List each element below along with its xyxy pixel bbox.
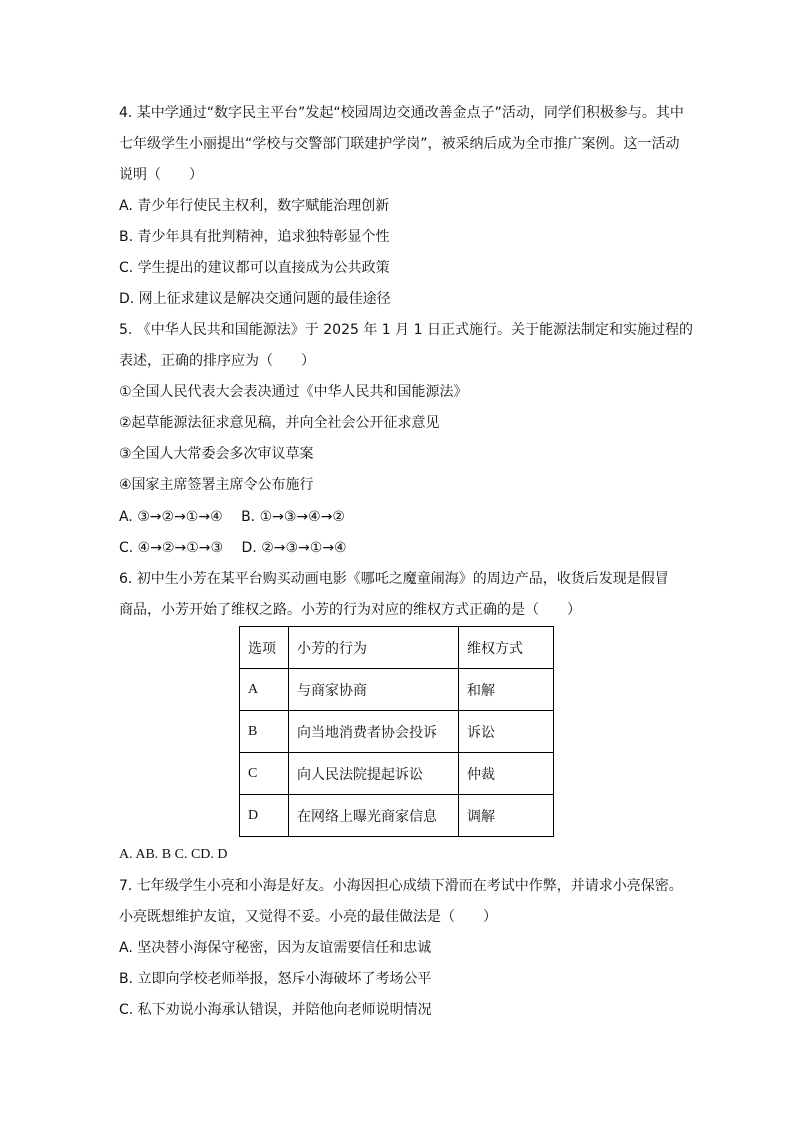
q4-stem-line-1: 4. 某中学通过“数字民主平台”发起“校园周边交通改善金点子”活动，同学们积极参与。其中 <box>119 105 684 121</box>
q4-option-d: D. 网上征求建议是解决交通问题的最佳途径 <box>119 291 391 307</box>
table-header-cell: 选项 <box>240 627 289 669</box>
table-header-cell: 小芳的行为 <box>289 627 459 669</box>
q6-stem-line-2: 商品，小芳开始了维权之路。小芳的行为对应的维权方式正确的是（ ） <box>119 602 581 618</box>
table-cell: 在网络上曝光商家信息 <box>289 795 459 837</box>
q6-answer-options: A. AB. B C. CD. D <box>119 847 228 862</box>
table-cell: A <box>240 669 289 711</box>
table-cell: B <box>240 711 289 753</box>
table-cell: 向人民法院提起诉讼 <box>289 753 459 795</box>
table-cell: 与商家协商 <box>289 669 459 711</box>
q4-stem-line-2: 七年级学生小丽提出“学校与交警部门联建护学岗”，被采纳后成为全市推广案例。这一活动 <box>119 136 680 152</box>
table-row <box>240 669 554 711</box>
q5-item-3: ③全国人大常委会多次审议草案 <box>119 446 314 462</box>
table-row <box>240 711 554 753</box>
table-cell: D <box>240 795 289 837</box>
q7-stem-line-1: 7. 七年级学生小亮和小海是好友。小海因担心成绩下滑而在考试中作弊，并请求小亮保密。 <box>119 878 683 894</box>
q5-item-2: ②起草能源法征求意见稿，并向全社会公开征求意见 <box>119 415 440 431</box>
table-cell: 和解 <box>459 669 554 711</box>
q5-stem-line-2: 表述，正确的排序应为（ ） <box>119 353 315 369</box>
q7-option-b: B. 立即向学校老师举报，怒斥小海破坏了考场公平 <box>119 971 432 987</box>
table-cell: 仲裁 <box>459 753 554 795</box>
q5-item-4: ④国家主席签署主席令公布施行 <box>119 477 314 493</box>
table-header-row <box>240 627 554 669</box>
table-row <box>240 753 554 795</box>
q7-stem-line-2: 小亮既想维护友谊，又觉得不妥。小亮的最佳做法是（ ） <box>119 909 497 925</box>
table-cell: 向当地消费者协会投诉 <box>289 711 459 753</box>
table-cell: 诉讼 <box>459 711 554 753</box>
q5-options-row-2: C. ④→②→①→③ D. ②→③→①→④ <box>119 540 347 556</box>
table-row <box>240 795 554 837</box>
table-header-cell: 维权方式 <box>459 627 554 669</box>
q7-option-a: A. 坚决替小海保守秘密，因为友谊需要信任和忠诚 <box>119 940 432 956</box>
table-cell: C <box>240 753 289 795</box>
q6-stem-line-1: 6. 初中生小芳在某平台购买动画电影《哪吒之魔童闹海》的周边产品，收货后发现是假冒 <box>119 571 669 587</box>
q4-option-c: C. 学生提出的建议都可以直接成为公共政策 <box>119 260 390 276</box>
q4-stem-line-3: 说明（ ） <box>119 167 203 183</box>
q5-stem-line-1: 5. 《中华人民共和国能源法》于 2025 年 1 月 1 日正式施行。关于能源法制定和实施过程的 <box>119 322 693 338</box>
q5-item-1: ①全国人民代表大会表决通过《中华人民共和国能源法》 <box>119 384 468 400</box>
q5-options-row-1: A. ③→②→①→④ B. ①→③→④→② <box>119 509 345 525</box>
q7-option-c: C. 私下劝说小海承认错误，并陪他向老师说明情况 <box>119 1002 432 1018</box>
q4-option-b: B. 青少年具有批判精神，追求独特彰显个性 <box>119 229 390 245</box>
table-cell: 调解 <box>459 795 554 837</box>
q4-option-a: A. 青少年行使民主权利，数字赋能治理创新 <box>119 198 390 214</box>
q6-choices-table <box>239 626 554 837</box>
